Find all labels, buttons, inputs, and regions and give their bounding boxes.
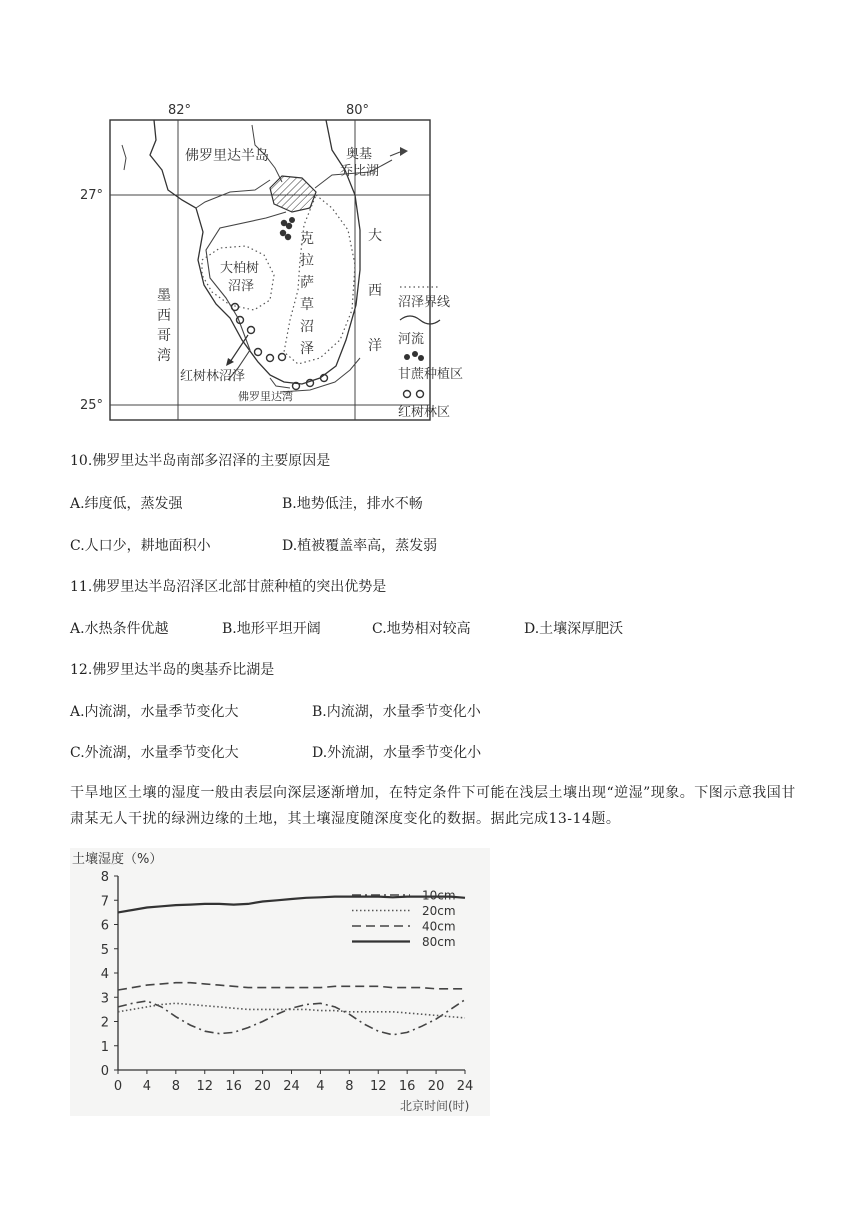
lon-label-82: 82° — [168, 103, 192, 118]
x-tick-label: 4 — [316, 1079, 325, 1094]
label-lake-line2: 乔比湖 — [340, 164, 380, 179]
x-tick-label: 16 — [398, 1079, 416, 1094]
soil-moisture-chart — [70, 848, 490, 1116]
legend-mangrove: 红树林区 — [398, 405, 451, 420]
question-12-stem: 12.佛罗里达半岛的奥基乔比湖是 — [70, 662, 275, 678]
q11-option-a[interactable]: A.水热条件优越 — [70, 621, 169, 637]
label-gulf-4: 湾 — [157, 348, 171, 364]
q11-option-b[interactable]: B.地形平坦开阔 — [222, 621, 321, 637]
label-atlantic-3: 洋 — [368, 338, 382, 354]
x-tick-label: 24 — [456, 1079, 474, 1094]
label-big-cypress-1: 大柏树 — [220, 261, 260, 276]
y-tick-label: 4 — [100, 967, 109, 982]
question-11-stem: 11.佛罗里达半岛沼泽区北部甘蔗种植的突出优势是 — [70, 579, 387, 595]
x-tick-label: 20 — [254, 1079, 271, 1094]
legend-label-10cm: 10cm — [422, 888, 456, 903]
label-sawgrass-3: 萨 — [300, 275, 314, 291]
label-sawgrass-4: 草 — [300, 297, 314, 313]
label-sawgrass-1: 克 — [300, 231, 314, 247]
y-tick-label: 5 — [100, 942, 109, 958]
y-tick-label: 7 — [100, 894, 109, 910]
x-tick-label: 8 — [345, 1079, 354, 1094]
label-gulf-2: 西 — [157, 308, 171, 324]
x-tick-label: 0 — [113, 1079, 123, 1094]
y-tick-label: 2 — [100, 1015, 109, 1031]
y-tick-label: 6 — [100, 918, 109, 934]
label-gulf-3: 哥 — [157, 328, 171, 344]
legend-label-40cm: 40cm — [422, 919, 456, 934]
legend-sugarcane: 甘蔗种植区 — [398, 367, 464, 382]
lon-label-80: 80° — [346, 103, 370, 118]
intro-paragraph-13-14: 干旱地区土壤的湿度一般由表层向深层逐渐增加，在特定条件下可能在浅层土壤出现“逆湿”现象。下图示意我国甘肃某无人干扰的绿洲边缘的土地，其土壤湿度随深度变化的数据。据此完成13-14题。 — [70, 785, 796, 827]
legend-label-80cm: 80cm — [422, 935, 456, 949]
lat-label-25: 25° — [80, 398, 104, 413]
label-sawgrass-2: 拉 — [300, 253, 314, 269]
label-sawgrass-5: 沼 — [300, 319, 314, 335]
label-florida-bay: 佛罗里达湾 — [238, 390, 293, 403]
legend-river: 河流 — [398, 332, 425, 347]
chart-ylabel: 土壤湿度（%） — [72, 852, 163, 867]
y-tick-label: 8 — [100, 870, 109, 885]
q10-option-c[interactable]: C.人口少，耕地面积小 — [70, 538, 211, 554]
q12-option-b[interactable]: B.内流湖，水量季节变化小 — [312, 704, 481, 720]
q10-option-d[interactable]: D.植被覆盖率高，蒸发弱 — [282, 538, 438, 554]
label-florida-peninsula: 佛罗里达半岛 — [185, 148, 269, 164]
q11-option-c[interactable]: C.地势相对较高 — [372, 621, 471, 637]
x-tick-label: 8 — [171, 1079, 180, 1094]
label-mangrove-swamp: 红树林沼泽 — [180, 369, 246, 384]
x-tick-label: 16 — [225, 1079, 242, 1094]
label-atlantic-2: 西 — [368, 283, 382, 299]
q12-option-c[interactable]: C.外流湖，水量季节变化大 — [70, 745, 239, 761]
florida-map — [70, 100, 500, 430]
x-tick-label: 20 — [427, 1079, 445, 1094]
q10-option-b[interactable]: B.地势低洼，排水不畅 — [282, 496, 423, 512]
q12-option-d[interactable]: D.外流湖，水量季节变化小 — [312, 745, 482, 761]
y-tick-label: 3 — [100, 991, 109, 1007]
y-tick-label: 0 — [100, 1064, 109, 1079]
label-gulf-1: 墨 — [157, 288, 171, 304]
q10-option-a[interactable]: A.纬度低，蒸发强 — [70, 496, 183, 512]
x-tick-label: 12 — [369, 1079, 387, 1094]
q11-option-d[interactable]: D.土壤深厚肥沃 — [524, 621, 624, 637]
lat-label-27: 27° — [80, 188, 104, 203]
y-tick-label: 1 — [100, 1039, 109, 1055]
x-tick-label: 12 — [196, 1079, 214, 1094]
label-atlantic-1: 大 — [368, 228, 382, 244]
legend-swamp-boundary: 沼泽界线 — [398, 295, 451, 310]
label-lake-line1: 奥基 — [346, 147, 373, 162]
x-tick-label: 4 — [142, 1079, 152, 1094]
q12-option-a[interactable]: A.内流湖，水量季节变化大 — [70, 704, 239, 720]
x-tick-label: 24 — [283, 1079, 300, 1094]
label-sawgrass-6: 泽 — [300, 341, 314, 357]
label-big-cypress-2: 沼泽 — [228, 279, 255, 294]
legend-label-20cm: 20cm — [422, 904, 456, 918]
question-10-stem: 10.佛罗里达半岛南部多沼泽的主要原因是 — [70, 453, 331, 469]
chart-xlabel: 北京时间(时) — [400, 1099, 470, 1113]
